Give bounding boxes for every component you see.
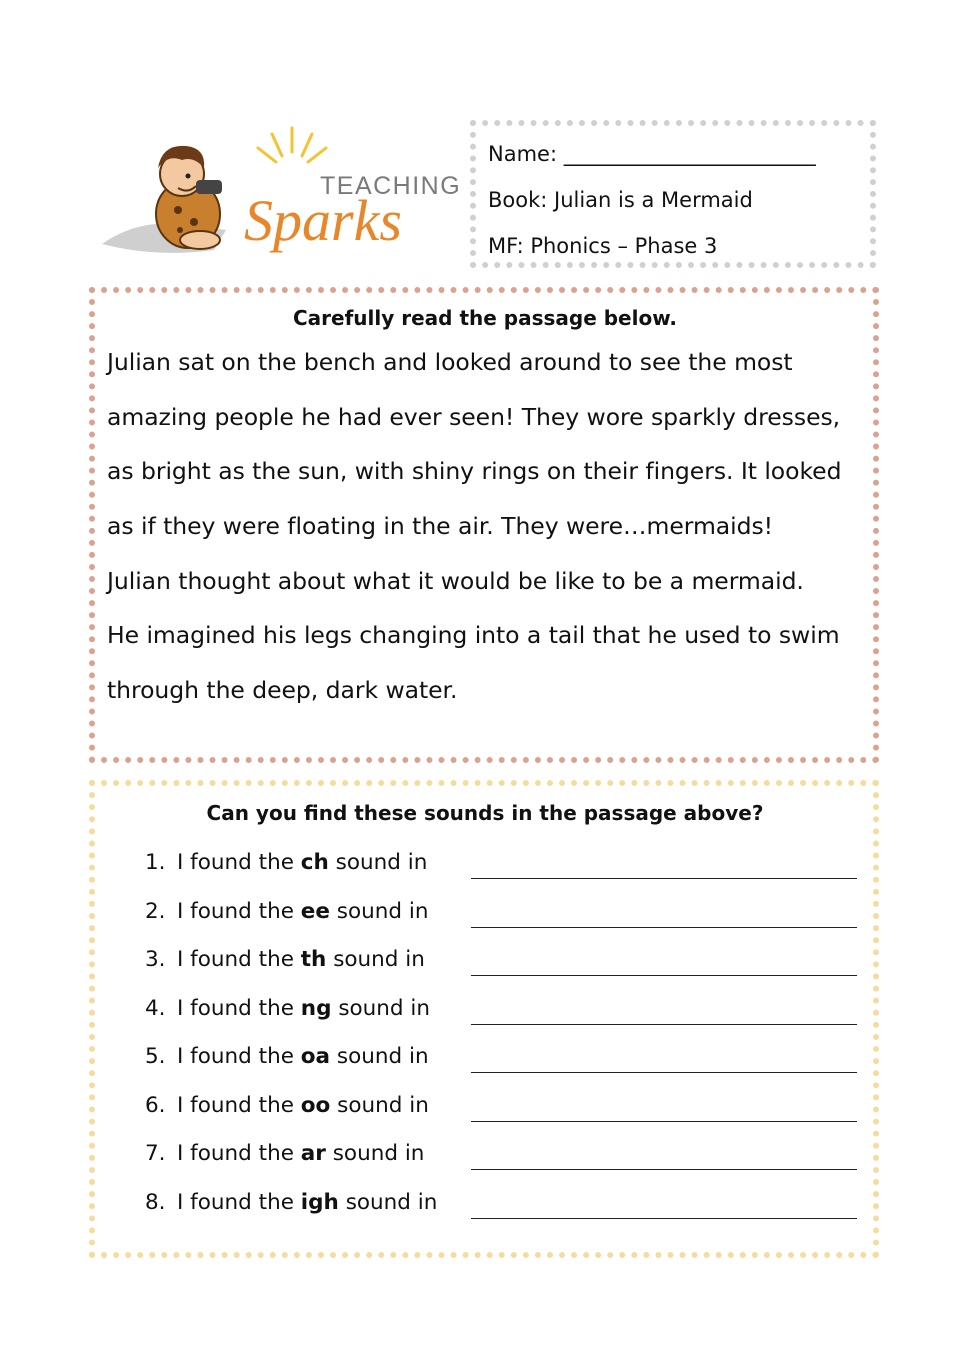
logo-brand-bottom: Sparks <box>244 188 402 253</box>
logo-graphic <box>96 122 464 270</box>
passage-line: through the deep, dark water. <box>107 676 458 705</box>
passage-line: amazing people he had ever seen! They wore sparkly dresses, <box>107 402 841 431</box>
sound-ng: ng <box>300 995 332 1021</box>
list-item <box>107 1044 863 1093</box>
answer-line[interactable] <box>471 1044 857 1073</box>
list-item <box>107 1190 863 1239</box>
sound-oo: oo <box>300 1092 331 1118</box>
sound-igh: igh <box>300 1189 339 1215</box>
passage-heading: Carefully read the passage below. <box>292 306 677 330</box>
sounds-list <box>107 850 863 1238</box>
item-number: 7. <box>145 1141 166 1166</box>
answer-line[interactable] <box>471 850 857 879</box>
student-info-box <box>470 120 876 268</box>
answer-line[interactable] <box>471 996 857 1025</box>
list-item <box>107 947 863 996</box>
answer-line[interactable] <box>471 1190 857 1219</box>
passage-line: as if they were floating in the air. They were…mermaids! <box>107 512 774 541</box>
item-text: I found the ng sound in <box>177 995 431 1021</box>
name-label: Name: <box>488 142 558 166</box>
sun-rays-icon <box>258 128 326 162</box>
binoculars-icon <box>196 180 222 194</box>
item-text: I found the th sound in <box>177 947 425 972</box>
list-item <box>107 850 863 899</box>
item-number: 1. <box>145 850 166 875</box>
sound-ar: ar <box>300 1141 326 1166</box>
passage-line: as bright as the sun, with shiny rings on their fingers. It looked <box>107 457 842 486</box>
name-line <box>488 134 870 180</box>
item-text: I found the oo sound in <box>177 1092 429 1118</box>
list-item <box>107 1141 863 1190</box>
item-text: I found the ar sound in <box>177 1141 425 1166</box>
answer-line[interactable] <box>471 899 857 928</box>
item-number: 4. <box>145 995 166 1021</box>
answer-line[interactable] <box>471 1093 857 1122</box>
item-text: I found the igh sound in <box>177 1189 438 1215</box>
item-number: 3. <box>145 947 166 972</box>
mf-label: MF: Phonics – Phase 3 <box>488 234 718 258</box>
list-item <box>107 899 863 948</box>
item-text: I found the ee sound in <box>177 898 429 924</box>
teaching-sparks-logo <box>96 122 464 270</box>
answer-line[interactable] <box>471 1141 857 1170</box>
sound-ch: ch <box>300 850 329 875</box>
sound-oa: oa <box>300 1044 331 1069</box>
list-item <box>107 1093 863 1142</box>
item-number: 5. <box>145 1044 166 1069</box>
item-text: I found the oa sound in <box>177 1044 429 1069</box>
item-number: 8. <box>145 1189 166 1215</box>
passage-line: He imagined his legs changing into a tail that he used to swim <box>107 621 840 650</box>
item-number: 2. <box>145 898 166 924</box>
item-text: I found the ch sound in <box>177 850 428 875</box>
list-item <box>107 996 863 1045</box>
book-title: Book: Julian is a Mermaid <box>488 188 753 212</box>
item-number: 6. <box>145 1092 166 1118</box>
answer-line[interactable] <box>471 947 857 976</box>
passage-line: Julian sat on the bench and looked around to see the most <box>107 348 793 376</box>
passage-box <box>89 287 879 763</box>
passage-line: Julian thought about what it would be like to be a mermaid. <box>107 566 804 595</box>
sound-th: th <box>300 947 327 972</box>
logo-brand-top: TEACHING <box>320 172 462 200</box>
sounds-box <box>89 780 879 1258</box>
sounds-heading: Can you find these sounds in the passage above? <box>206 801 764 825</box>
sound-ee: ee <box>300 898 330 924</box>
name-blank[interactable]: ________________________ <box>563 142 816 166</box>
